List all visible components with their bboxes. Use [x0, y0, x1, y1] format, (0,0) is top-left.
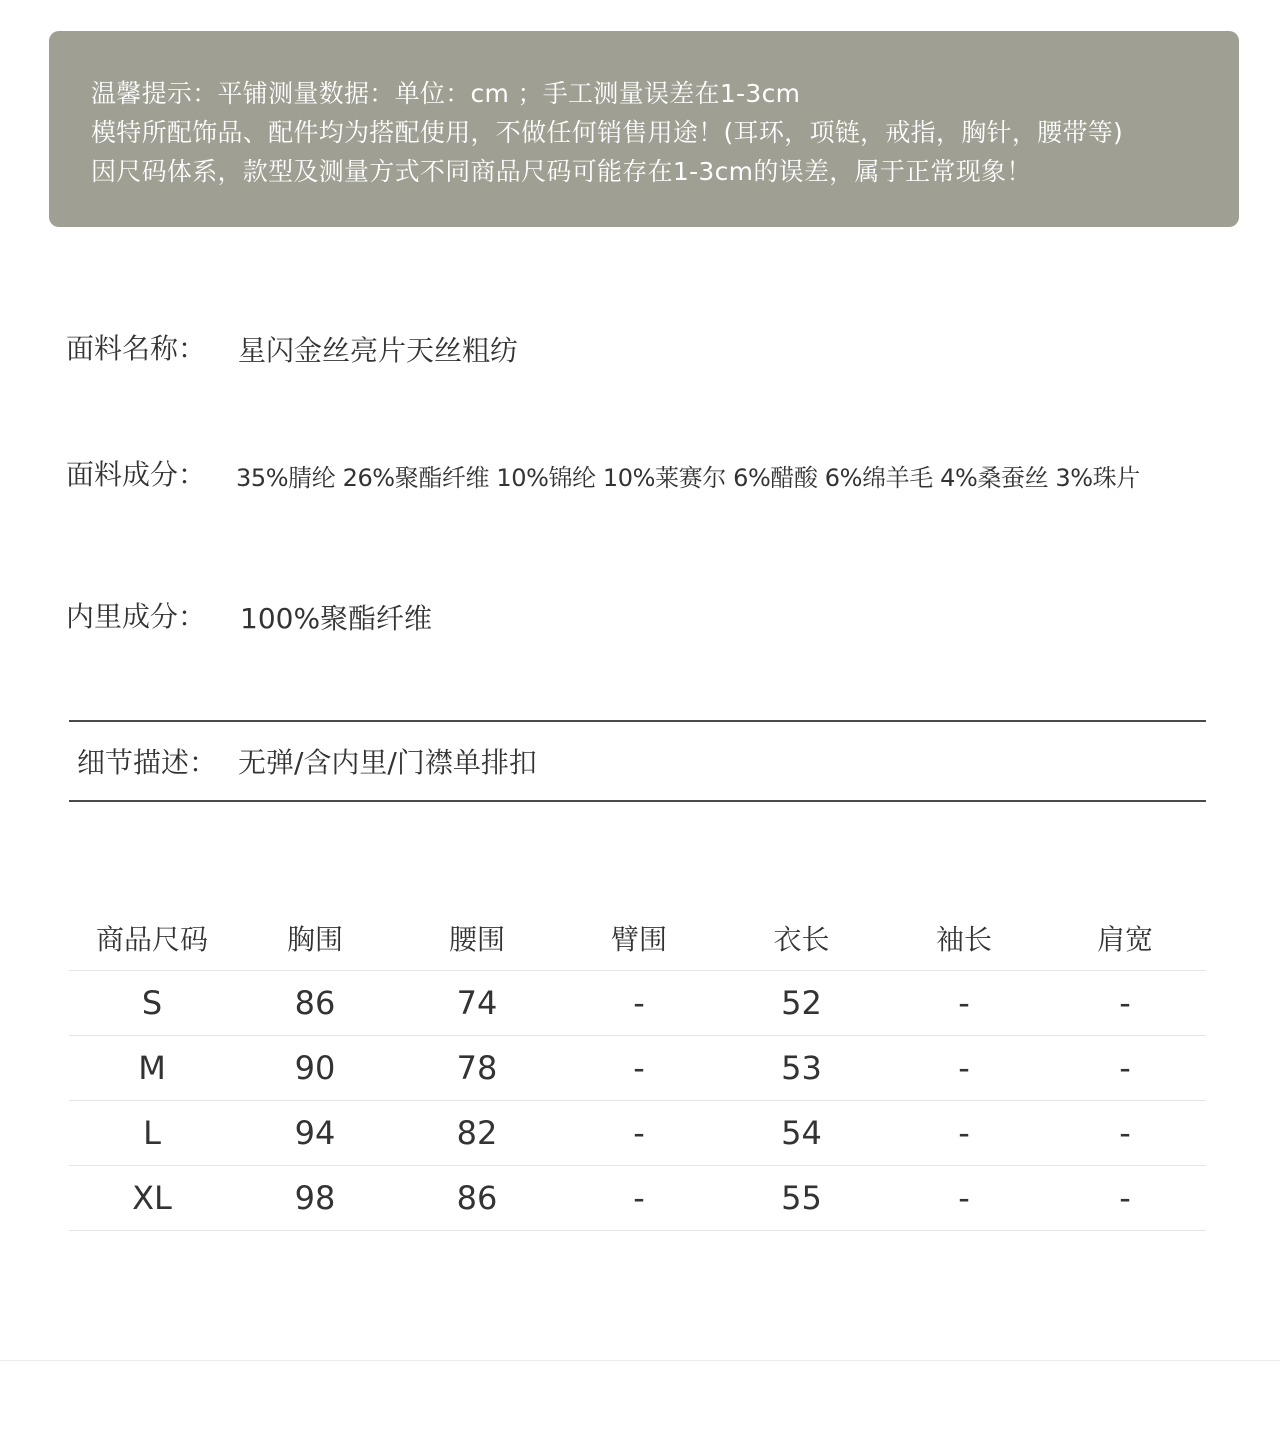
header-shoulder: 肩宽: [1096, 923, 1153, 956]
cell-length: 55: [781, 1179, 822, 1217]
cell-arm: -: [633, 1114, 645, 1152]
cell-chest: 90: [294, 1049, 336, 1087]
cell-arm: -: [633, 984, 645, 1022]
cell-chest: 98: [294, 1179, 336, 1217]
cell-arm: -: [633, 1049, 645, 1087]
fabric-name-label: 面料名称：: [66, 332, 207, 365]
notice-banner: [49, 31, 1239, 227]
notice-line-size-variance: 因尺码体系，款型及测量方式不同商品尺码可能存在1-3cm的误差，属于正常现象！: [91, 157, 1032, 186]
notice-line-accessories: 模特所配饰品、配件均为搭配使用，不做任何销售用途！(耳环，项链，戒指，胸针，腰带等): [91, 118, 1124, 147]
details-value: 无弹/含内里/门襟单排扣: [238, 746, 537, 779]
cell-sleeve: -: [958, 1114, 970, 1152]
page-bottom-divider: [0, 1360, 1280, 1361]
cell-size: XL: [132, 1179, 172, 1217]
cell-shoulder: -: [1119, 1114, 1131, 1152]
fabric-composition-label: 面料成分：: [66, 458, 207, 491]
cell-length: 54: [781, 1114, 822, 1152]
cell-chest: 94: [294, 1114, 336, 1152]
header-sleeve: 袖长: [935, 923, 992, 956]
cell-waist: 86: [456, 1179, 498, 1217]
fabric-composition-value: 35%腈纶 26%聚酯纤维 10%锦纶 10%莱赛尔 6%醋酸 6%绵羊毛 4%桑蚕丝 3%珠片: [236, 464, 1140, 492]
cell-size: L: [143, 1114, 161, 1152]
table-row: [69, 971, 1206, 1036]
header-length: 衣长: [773, 923, 830, 956]
cell-waist: 82: [456, 1114, 498, 1152]
cell-shoulder: -: [1119, 984, 1131, 1022]
header-size: 商品尺码: [95, 923, 208, 956]
fabric-name-value: 星闪金丝亮片天丝粗纺: [238, 334, 519, 367]
cell-shoulder: -: [1119, 1179, 1131, 1217]
cell-sleeve: -: [958, 1179, 970, 1217]
lining-composition-value: 100%聚酯纤维: [240, 602, 433, 635]
header-waist: 腰围: [448, 923, 505, 956]
lining-composition-label: 内里成分：: [66, 600, 207, 633]
header-arm: 臂围: [610, 923, 667, 956]
size-table-header: [69, 906, 1206, 971]
notice-line-measurement: 温馨提示：平铺测量数据：单位：cm ；手工测量误差在1-3cm: [91, 79, 801, 108]
cell-waist: 78: [456, 1049, 498, 1087]
table-row: [69, 1036, 1206, 1101]
cell-length: 52: [781, 984, 822, 1022]
cell-sleeve: -: [958, 1049, 970, 1087]
cell-size: S: [141, 984, 163, 1022]
cell-waist: 74: [456, 984, 498, 1022]
divider-bottom: [69, 800, 1206, 802]
cell-arm: -: [633, 1179, 645, 1217]
header-chest: 胸围: [286, 923, 343, 956]
size-table: [69, 906, 1206, 1231]
cell-sleeve: -: [958, 984, 970, 1022]
cell-chest: 86: [294, 984, 336, 1022]
details-label: 细节描述：: [77, 746, 218, 779]
table-row: [69, 1166, 1206, 1231]
cell-shoulder: -: [1119, 1049, 1131, 1087]
table-row: [69, 1101, 1206, 1166]
cell-size: M: [138, 1049, 166, 1087]
cell-length: 53: [781, 1049, 822, 1087]
divider-top: [69, 720, 1206, 722]
